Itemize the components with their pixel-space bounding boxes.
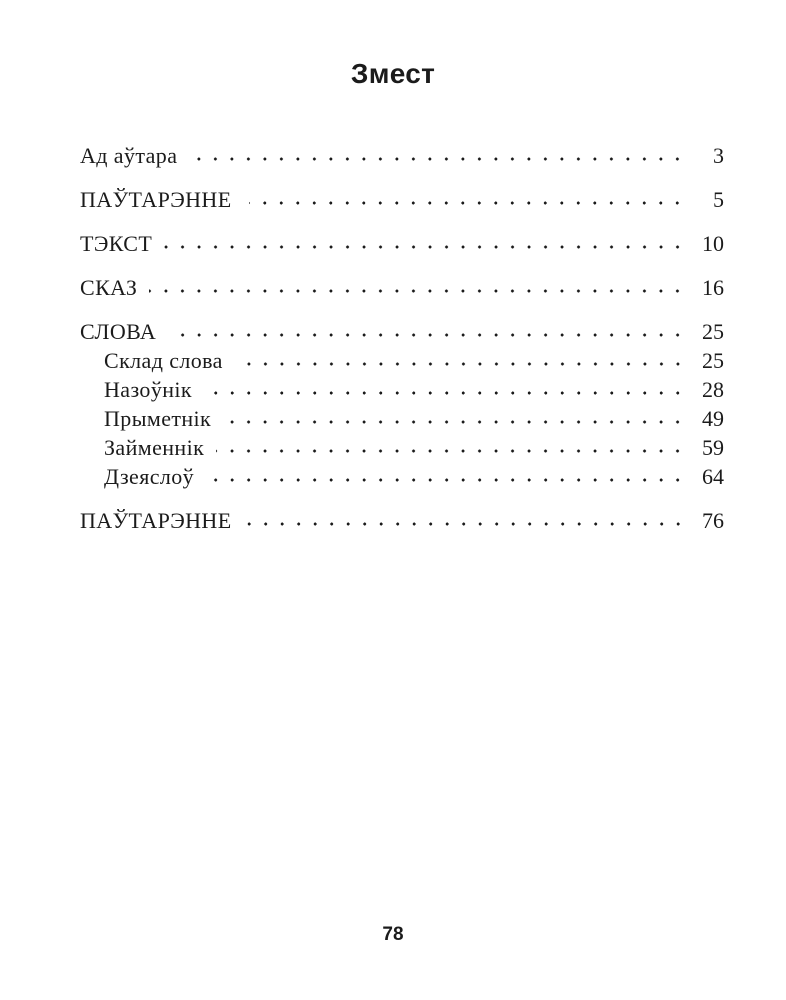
toc-subentry-word-structure[interactable] bbox=[80, 346, 724, 375]
toc-subentry-pronoun[interactable] bbox=[80, 433, 724, 462]
toc-entry-page: 64 bbox=[702, 464, 724, 489]
toc-entry-page: 28 bbox=[702, 377, 724, 402]
toc-entry-label: Назоўнік bbox=[104, 377, 192, 402]
toc-entry-page: 59 bbox=[702, 435, 724, 460]
toc-entry-page: 76 bbox=[702, 508, 724, 533]
toc-entry-page: 16 bbox=[702, 275, 724, 300]
toc-entry-label: Ад аўтара bbox=[80, 143, 178, 168]
toc-entry-page: 5 bbox=[713, 187, 724, 212]
toc-entry-word[interactable] bbox=[80, 317, 724, 346]
page-title: Змест bbox=[350, 58, 436, 89]
toc-subentry-verb[interactable] bbox=[80, 462, 724, 491]
toc-entry-author-note[interactable] bbox=[80, 141, 724, 170]
table-of-contents bbox=[80, 141, 724, 535]
toc-entry-page: 25 bbox=[702, 319, 724, 344]
dot-leader bbox=[204, 390, 686, 396]
page-number: 78 bbox=[382, 924, 404, 945]
toc-entry-label: Займеннік bbox=[104, 435, 205, 460]
toc-entry-predicate[interactable] bbox=[80, 273, 724, 302]
dot-leader bbox=[223, 419, 686, 425]
dot-leader bbox=[149, 288, 686, 294]
toc-subentry-adjective[interactable] bbox=[80, 404, 724, 433]
toc-entry-review-final[interactable] bbox=[80, 506, 724, 535]
toc-entry-page: 3 bbox=[713, 143, 724, 168]
toc-entry-label: Склад слова bbox=[104, 348, 223, 373]
toc-entry-label: ПАЎТАРЭННЕ bbox=[80, 187, 238, 212]
toc-entry-page: 10 bbox=[702, 231, 724, 256]
toc-entry-label: СКАЗ bbox=[80, 275, 138, 300]
toc-entry-page: 49 bbox=[702, 406, 724, 431]
dot-leader bbox=[206, 477, 686, 483]
toc-entry-label: СЛОВА bbox=[80, 319, 157, 344]
dot-leader bbox=[244, 521, 686, 527]
dot-leader bbox=[189, 156, 686, 162]
toc-entry-label: ПАЎТАРЭННЕ bbox=[80, 508, 232, 533]
toc-subentry-noun[interactable] bbox=[80, 375, 724, 404]
dot-leader bbox=[216, 448, 686, 454]
dot-leader bbox=[235, 361, 686, 367]
toc-entry-label: ТЭКСТ bbox=[80, 231, 153, 256]
toc-entry-review[interactable] bbox=[80, 185, 724, 214]
toc-entry-label: Прыметнік bbox=[104, 406, 212, 431]
toc-entry-page: 25 bbox=[702, 348, 724, 373]
dot-leader bbox=[168, 332, 686, 338]
dot-leader bbox=[164, 244, 686, 250]
toc-entry-text[interactable] bbox=[80, 229, 724, 258]
toc-entry-label: Дзеяслоў bbox=[104, 464, 195, 489]
dot-leader bbox=[249, 200, 686, 206]
